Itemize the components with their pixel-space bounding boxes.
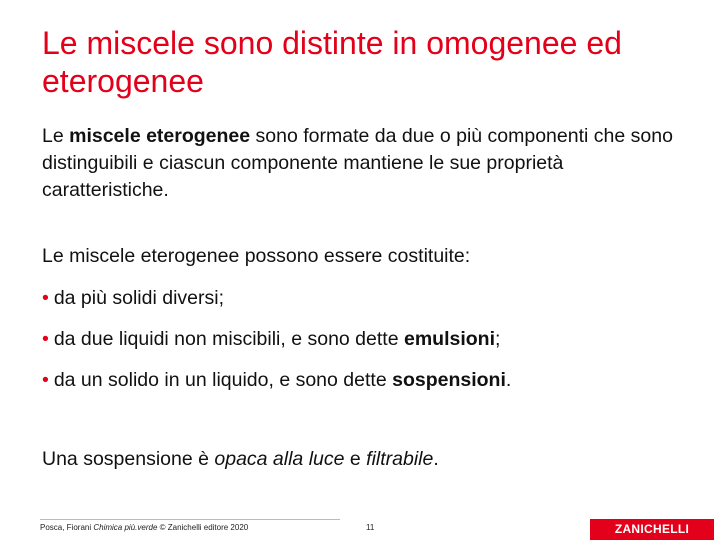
paragraph-suspension xyxy=(42,446,692,473)
term-opaca-alla-luce: opaca alla luce xyxy=(214,448,345,470)
page-number: 11 xyxy=(366,523,375,532)
list-item-text: da due liquidi non miscibili, e sono dette xyxy=(53,328,404,350)
footer-book-title: Chimica più.verde xyxy=(93,523,158,532)
term-emulsioni: emulsioni xyxy=(403,328,495,350)
footer-credit xyxy=(40,523,248,533)
term-filtrabile: filtrabile xyxy=(366,448,434,470)
zanichelli-logo: ZANICHELLI xyxy=(590,519,714,540)
bullet-icon: • xyxy=(42,369,49,391)
paragraph-suspension-post: . xyxy=(433,448,439,470)
paragraph-suspension-pre: Una sospensione è xyxy=(42,448,215,470)
paragraph-definition-post: sono formate da due o più componenti che sono distinguibili e ciascun componente mantiene le sue proprietà caratteristiche. xyxy=(42,125,673,201)
term-sospensioni: sospensioni xyxy=(392,369,506,391)
paragraph-suspension-mid: e xyxy=(344,448,367,470)
paragraph-definition-pre: Le xyxy=(42,125,70,147)
paragraph-definition xyxy=(42,123,692,204)
list-item xyxy=(42,367,692,394)
list-item xyxy=(42,326,692,353)
list-item-punct: . xyxy=(505,369,512,391)
slide-title: Le miscele sono distinte in omogenee ed eterogenee xyxy=(42,25,622,99)
bullet-icon: • xyxy=(42,328,49,350)
list-item-punct: ; xyxy=(495,328,501,350)
footer-publisher: © Zanichelli editore 2020 xyxy=(157,523,249,532)
paragraph-intro-list: Le miscele eterogenee possono essere costituite: xyxy=(42,245,471,267)
footer-divider xyxy=(40,519,340,520)
bullet-icon: • xyxy=(42,287,49,309)
footer-authors: Posca, Fiorani xyxy=(40,523,94,532)
list-item-text: da un solido in un liquido, e sono dette xyxy=(53,369,393,391)
list-item xyxy=(42,285,692,312)
slide-footer xyxy=(0,516,720,540)
term-miscele-eterogenee: miscele eterogenee xyxy=(69,125,251,147)
list-item-text: da più solidi diversi; xyxy=(53,287,224,309)
